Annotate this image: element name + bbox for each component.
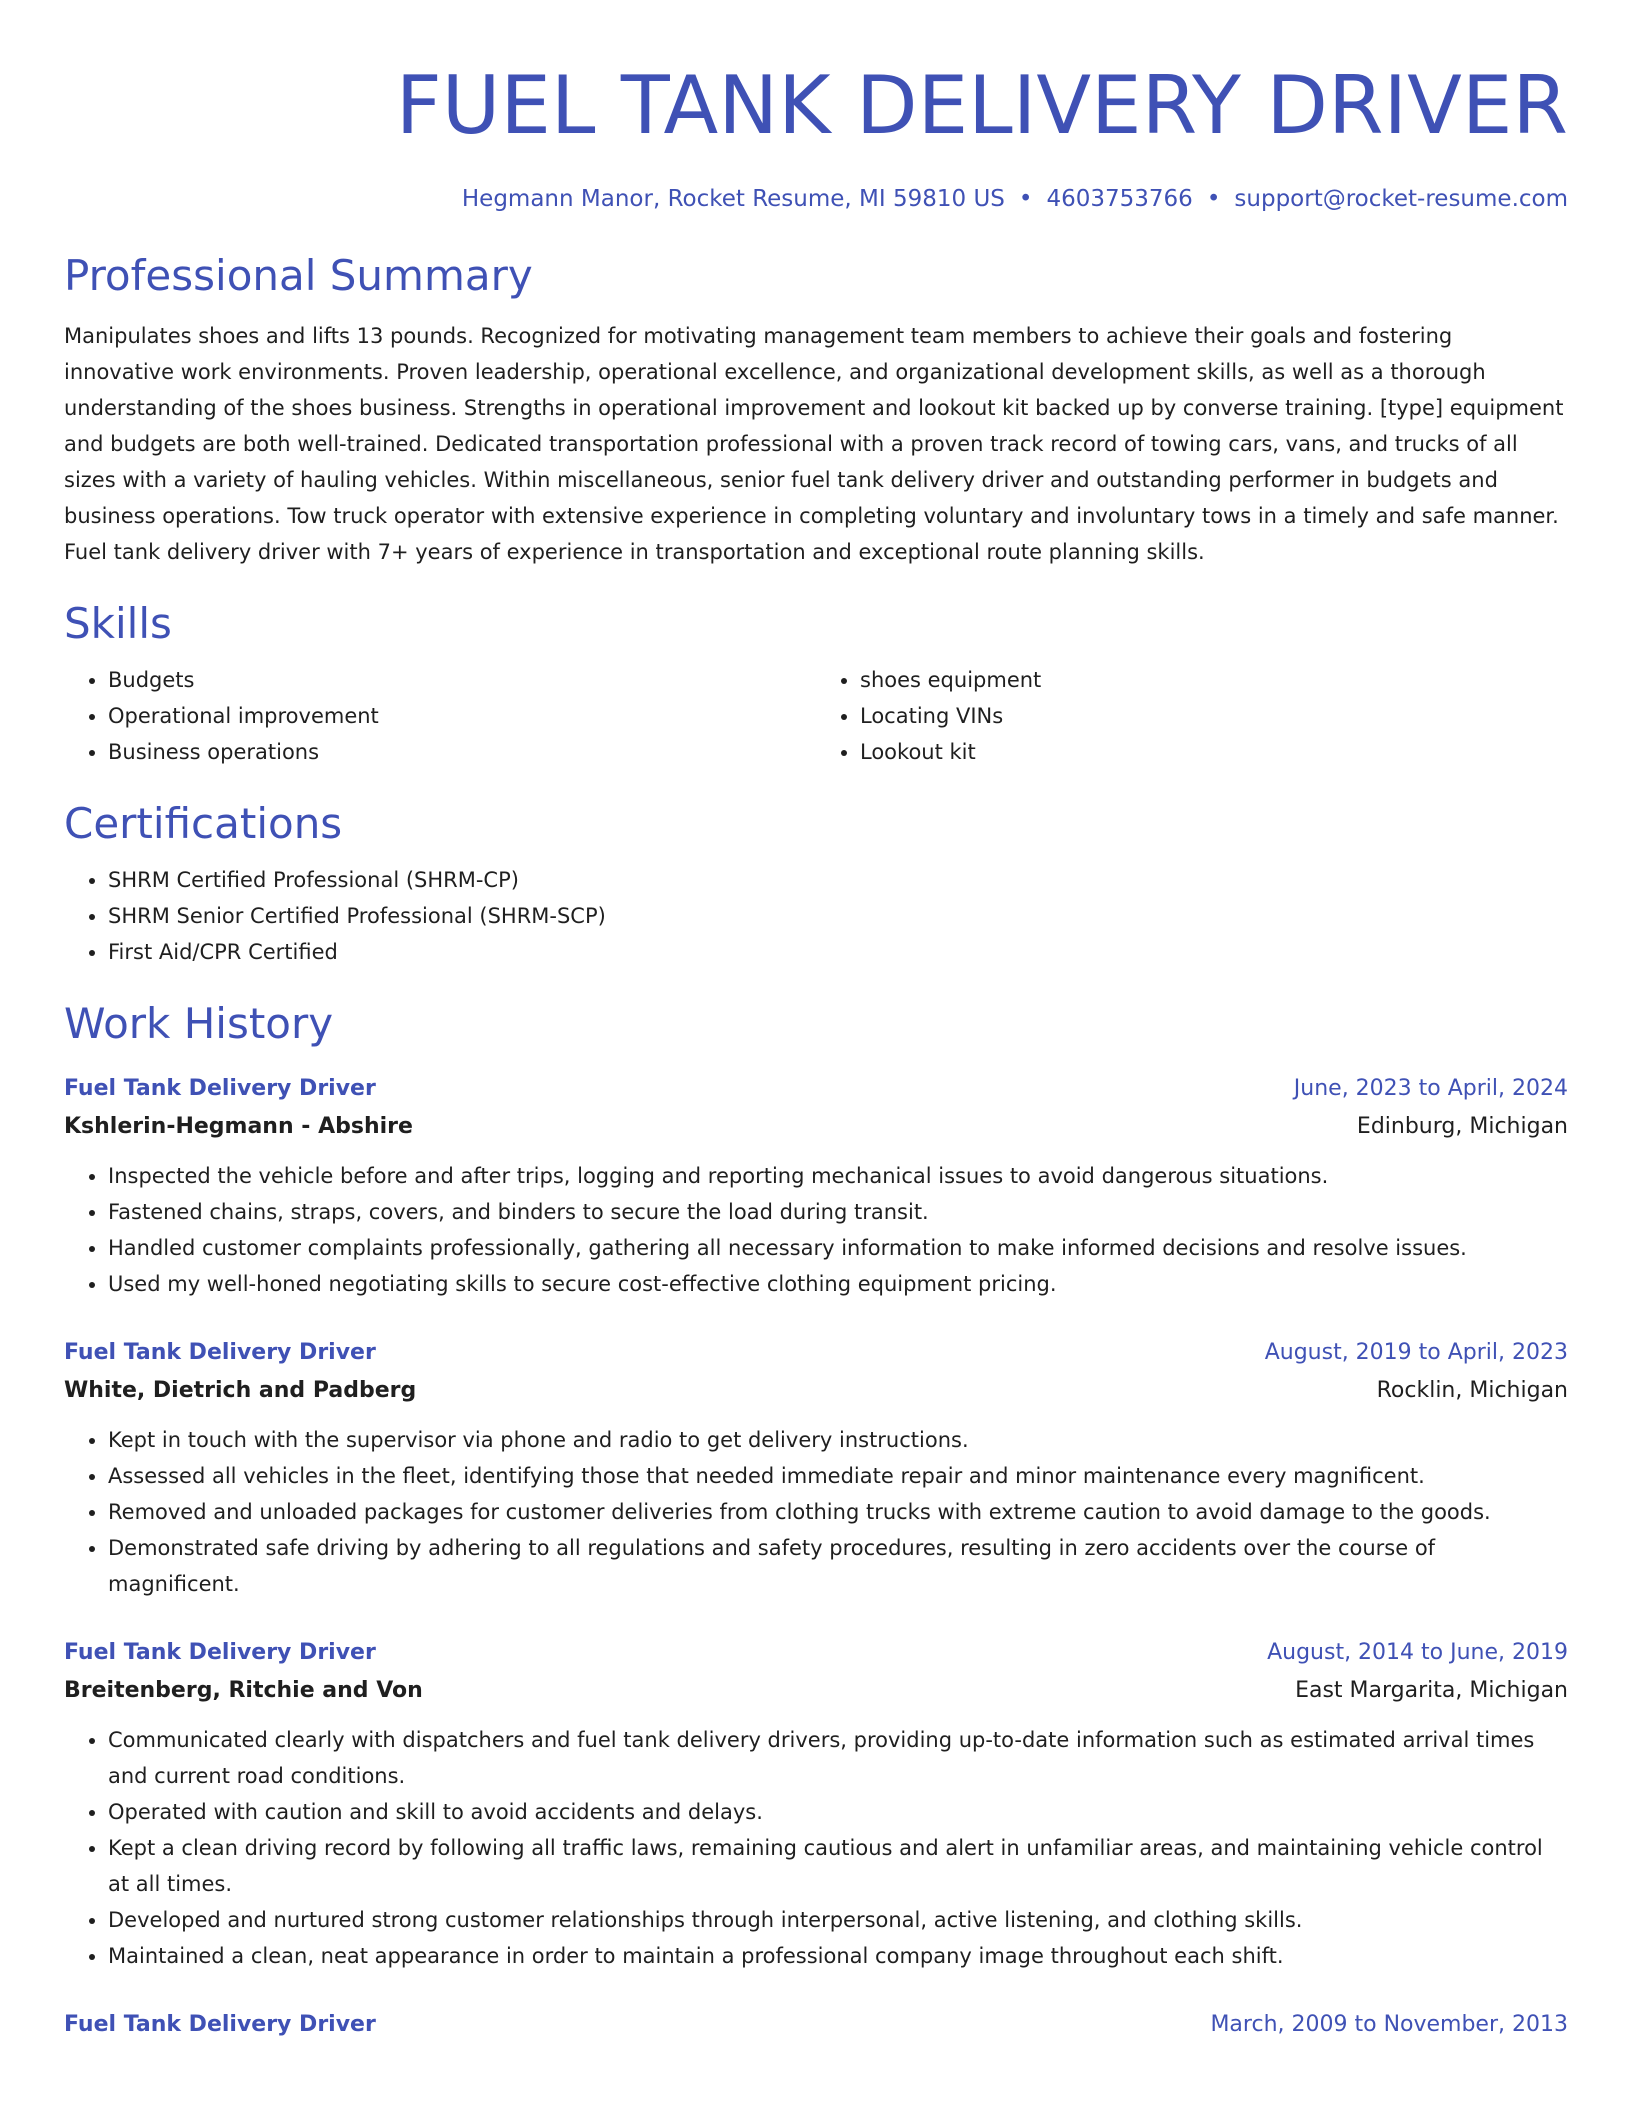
job-title: Fuel Tank Delivery Driver [64, 1340, 376, 1365]
contact-line [64, 184, 1568, 214]
skills-column-left [64, 662, 816, 770]
job-bullet: • Fastened chains, straps, covers, and binders to secure the load during transit. [108, 1194, 1568, 1230]
job-company: Kshlerin-Hegmann - Abshire [64, 1114, 413, 1139]
contact-separator: • [1206, 186, 1221, 212]
job-bullet: • Inspected the vehicle before and after trips, logging and reporting mechanical issues to avoid dangerous situations. [108, 1158, 1568, 1194]
resume-name: FUEL TANK DELIVERY DRIVER [395, 59, 1568, 152]
certification-item: • SHRM Senior Certified Professional (SHRM-SCP) [108, 898, 1568, 934]
job-header-row [64, 1334, 1568, 1372]
job-bullets [64, 1722, 1568, 1974]
contact-address: Hegmann Manor, Rocket Resume, MI 59810 US [461, 186, 1005, 212]
job-location: East Margarita, Michigan [1295, 1678, 1568, 1703]
job-header-row [64, 1070, 1568, 1108]
job-bullet: • Communicated clearly with dispatchers and fuel tank delivery drivers, providing up-to-date information such as estimated arrival times and current road conditions. [108, 1722, 1568, 1794]
contact-email[interactable]: support@rocket-resume.com [1234, 186, 1568, 212]
certifications-heading: Certifications [64, 799, 343, 848]
job-company: Breitenberg, Ritchie and Von [64, 1678, 423, 1703]
job-company-row [64, 1372, 1568, 1410]
skill-item: • Locating VINs [860, 698, 1568, 734]
summary-text: Manipulates shoes and lifts 13 pounds. Recognized for motivating management team members to achieve their goals and fostering innovative work environments. Proven leadership, operational excellence, and organizational development skills, as well as a thorough understanding of the shoes business. Strengths in operational improvement and lookout kit backed up by converse training. [type] equipment and budgets are both well-trained. Dedicated transportation professional with a proven track record of towing cars, vans, and trucks of all sizes with a variety of hauling vehicles. Within miscellaneous, senior fuel tank delivery driver and outstanding performer in budgets and business operations. Tow truck operator with extensive experience in completing voluntary and involuntary tows in a timely and safe manner. Fuel tank delivery driver with 7+ years of experience in transportation and exceptional route planning skills. [64, 324, 1564, 564]
job-dates: August, 2019 to April, 2023 [1264, 1340, 1568, 1365]
job-dates: June, 2023 to April, 2024 [1293, 1076, 1568, 1101]
work-history-heading: Work History [64, 999, 334, 1048]
job-location: Rocklin, Michigan [1376, 1378, 1568, 1403]
job-bullet: • Handled customer complaints professionally, gathering all necessary information to make informed decisions and resolve issues. [108, 1230, 1568, 1266]
job-header-row [64, 1634, 1568, 1672]
skills-heading: Skills [64, 599, 172, 648]
certification-item: • SHRM Certified Professional (SHRM-CP) [108, 862, 1568, 898]
job-entry [64, 1634, 1568, 1974]
skill-item: • shoes equipment [860, 662, 1568, 698]
skills-column-right [816, 662, 1568, 770]
job-company: White, Dietrich and Padberg [64, 1378, 417, 1403]
skill-item: • Operational improvement [108, 698, 816, 734]
job-location: Edinburg, Michigan [1356, 1114, 1568, 1139]
job-entry [64, 1334, 1568, 1602]
job-title: Fuel Tank Delivery Driver [64, 1640, 376, 1665]
skill-item: • Business operations [108, 734, 816, 770]
job-entry [64, 2006, 1568, 2044]
resume-page [64, 0, 1568, 2044]
skills-list [64, 662, 1568, 770]
job-bullet: • Removed and unloaded packages for customer deliveries from clothing trucks with extreme caution to avoid damage to the goods. [108, 1494, 1568, 1530]
job-bullet: • Used my well-honed negotiating skills to secure cost-effective clothing equipment pricing. [108, 1266, 1568, 1302]
skill-item: • Budgets [108, 662, 816, 698]
job-company-row [64, 1108, 1568, 1146]
job-title: Fuel Tank Delivery Driver [64, 2012, 376, 2037]
certifications-list [64, 862, 1568, 970]
contact-separator: • [1018, 186, 1033, 212]
work-history-list [64, 1070, 1568, 2044]
job-bullet: • Maintained a clean, neat appearance in order to maintain a professional company image throughout each shift. [108, 1938, 1568, 1974]
job-title: Fuel Tank Delivery Driver [64, 1076, 376, 1101]
contact-phone: 4603753766 [1046, 186, 1193, 212]
job-bullet: • Assessed all vehicles in the fleet, identifying those that needed immediate repair and minor maintenance every magnificent. [108, 1458, 1568, 1494]
job-bullet: • Demonstrated safe driving by adhering to all regulations and safety procedures, resulting in zero accidents over the course of magnificent. [108, 1530, 1568, 1602]
certification-item: • First Aid/CPR Certified [108, 934, 1568, 970]
job-bullet: • Kept a clean driving record by following all traffic laws, remaining cautious and alert in unfamiliar areas, and maintaining vehicle control at all times. [108, 1830, 1568, 1902]
job-bullet: • Developed and nurtured strong customer relationships through interpersonal, active listening, and clothing skills. [108, 1902, 1568, 1938]
job-bullet: • Kept in touch with the supervisor via phone and radio to get delivery instructions. [108, 1422, 1568, 1458]
job-dates: August, 2014 to June, 2019 [1267, 1640, 1568, 1665]
job-bullets [64, 1422, 1568, 1602]
job-bullets [64, 1158, 1568, 1302]
job-entry [64, 1070, 1568, 1302]
job-company-row [64, 1672, 1568, 1710]
job-header-row [64, 2006, 1568, 2044]
job-dates: March, 2009 to November, 2013 [1210, 2012, 1568, 2037]
summary-heading: Professional Summary [64, 251, 533, 300]
job-bullet: • Operated with caution and skill to avoid accidents and delays. [108, 1794, 1568, 1830]
skill-item: • Lookout kit [860, 734, 1568, 770]
